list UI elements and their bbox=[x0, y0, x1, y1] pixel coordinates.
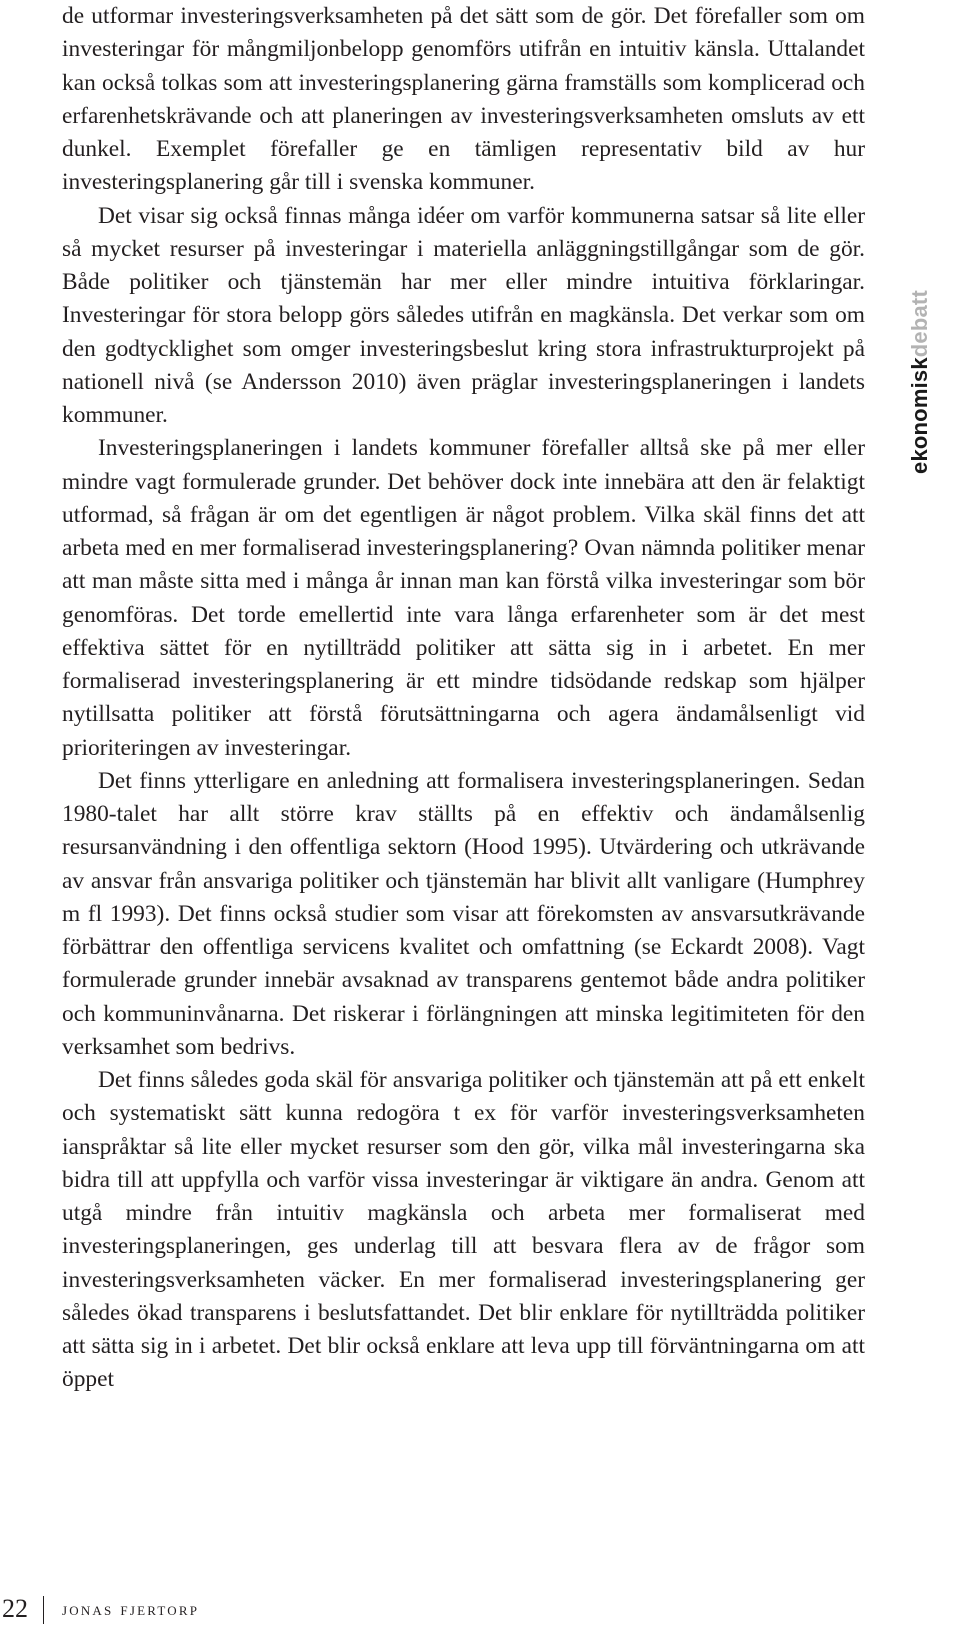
author-name: jonas fjertorp bbox=[62, 1599, 200, 1620]
journal-side-label bbox=[907, 290, 933, 474]
page-number: 22 bbox=[2, 1594, 28, 1623]
paragraph-4: Det finns ytterligare en anledning att formalisera investeringsplaneringen. Sedan 1980-talet har allt större krav ställts på en effektiv och ändamålsenlig resursanvändning i den offentliga sektorn (Hood 1995). Utvärdering och utkrävande av ansvar från ansvariga politiker och tjänstemän har blivit allt vanligare (Humphrey m fl 1993). Det finns också studier som visar att förekomsten av ansvarsutkrävande förbättrar den offentliga servicens kvalitet och omfattning (se Eckardt 2008). Vagt formulerade grunder innebär avsaknad av transparens gentemot både andra politiker och kommuninvånarna. Det riskerar i förlängningen att minska legitimiteten för den verksamhet som bedrivs. bbox=[62, 767, 865, 1060]
paragraph-2: Det visar sig också finnas många idéer om varför kommunerna satsar så lite eller så mycket resurser på investeringar i materiella anläggningstillgångar som de gör. Både politiker och tjänstemän har mer eller mindre intuitiva förklaringar. Investeringar för stora belopp görs således utifrån en magkänsla. Det verkar som om den godtycklighet som omger investeringsbeslut kring stora infrastrukturprojekt på nationell nivå (se Andersson 2010) även präglar investeringsplaneringen i landets kommuner. bbox=[62, 202, 865, 428]
footer-divider bbox=[43, 1596, 44, 1624]
journal-name-primary: ekonomisk bbox=[907, 357, 932, 474]
journal-name-secondary: debatt bbox=[907, 290, 932, 358]
paragraph-1: de utformar investeringsverksamheten på det sätt som de gör. Det förefaller som om investeringar för mångmiljonbelopp genomförs utifrån en intuitiv känsla. Uttalandet kan också tolkas som att investeringsplanering gärna framställs som komplicerad och erfarenhetskrävande och att planeringen av investeringsverksamheten omsluts av ett dunkel. Exemplet förefaller ge en tämligen representativ bild av hur investeringsplanering går till i svenska kommuner. bbox=[62, 3, 865, 196]
paragraph-3: Investeringsplaneringen i landets kommuner förefaller alltså ske på mer eller mindre vagt formulerade grunder. Det behöver dock inte innebära att den är felaktigt utformad, så frågan är om det egentligen är något problem. Vilka skäl finns det att arbeta med en mer formaliserad investeringsplanering? Ovan nämnda politiker menar att man måste sitta med i många år innan man kan förstå vilka investeringar som bör genomföras. Det torde emellertid inte vara långa erfarenheter som är det mest effektiva sättet för en nytillträdd politiker att sätta sig in i arbetet. En mer formaliserad investeringsplanering är ett mindre tidsödande redskap som hjälper nytillsatta politiker att förstå förutsättningarna och agera ändamålsenligt vid prioriteringen av investeringar. bbox=[62, 435, 865, 761]
page-footer bbox=[0, 1592, 400, 1626]
paragraph-5: Det finns således goda skäl för ansvariga politiker och tjänstemän att på ett enkelt och systematiskt sätt kunna redogöra t ex för varför investeringsverksamheten ianspråktar så lite eller mycket resurser som den gör, vilka mål investeringarna ska bidra till att uppfylla och varför vissa investeringar är viktigare än andra. Genom att utgå mindre från intuitiv magkänsla och arbeta mer formaliserat med investeringsplaneringen, ges underlag till att besvara flera av de frågor som investeringsverksamheten väcker. En mer formaliserad investeringsplanering ger således ökad transparens i beslutsfattandet. Det blir enklare för nytillträdda politiker att sätta sig in i arbetet. Det blir också enklare att leva upp till förväntningarna om att öppet bbox=[62, 1067, 865, 1393]
body-text bbox=[62, 0, 865, 1397]
